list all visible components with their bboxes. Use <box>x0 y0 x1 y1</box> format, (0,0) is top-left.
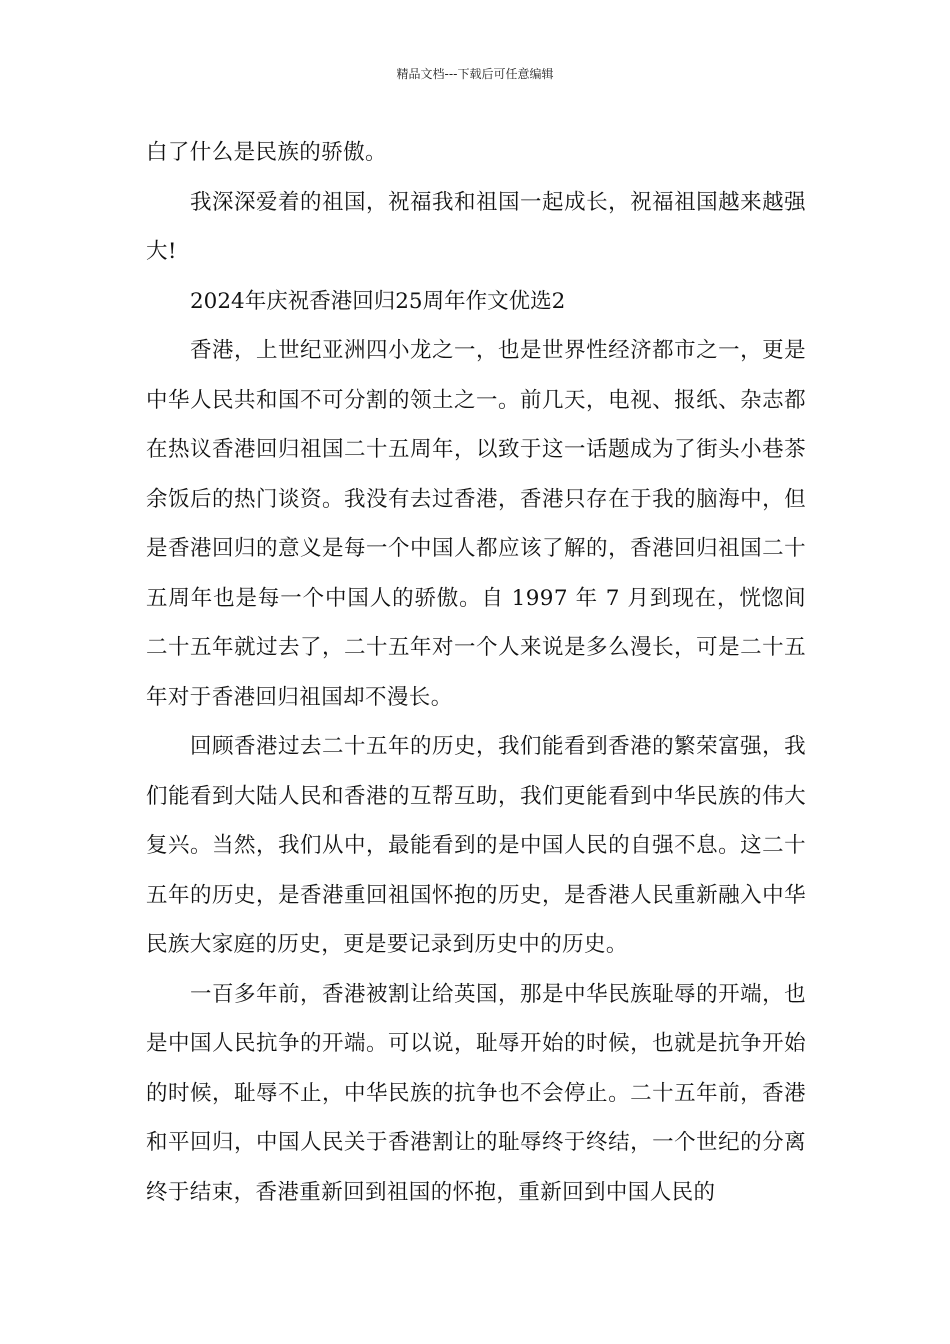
essay-title: 2024年庆祝香港回归25周年作文优选2 <box>190 288 566 314</box>
paragraph-hongkong-intro: 香港，上世纪亚洲四小龙之一，也是世界性经济都市之一，更是中华人民共和国不可分割的领土之一。前几天，电视、报纸、杂志都在热议香港回归祖国二十五周年，以致于这一话题成为了街头小巷茶余饭后的热门谈资。我没有去过香港，香港只存在于我的脑海中，但是香港回归的意义是每一个中国人都应该了解的，香港回归祖国二十五周年也是每一个中国人的骄傲。自 1997 年 7 月到现在，恍惚间二十五年就过去了，二十五年对一个人来说是多么漫长，可是二十五年对于香港回归祖国却不漫长。 <box>146 338 806 710</box>
paragraph-history-review: 回顾香港过去二十五年的历史，我们能看到香港的繁荣富强，我们能看到大陆人民和香港的互帮互助，我们更能看到中华民族的伟大复兴。当然，我们从中，最能看到的是中国人民的自强不息。这二十五年的历史，是香港重回祖国怀抱的历史，是香港人民重新融入中华民族大家庭的历史，更是要记录到历史中的历史。 <box>146 734 806 957</box>
page-header: 精品文档---下载后可任意编辑 <box>396 67 554 81</box>
paragraph-continuation: 白了什么是民族的骄傲。 <box>146 140 387 165</box>
paragraph-century-ago: 一百多年前，香港被割让给英国，那是中华民族耻辱的开端，也是中国人民抗争的开端。可以说，耻辱开始的时候，也就是抗争开始的时候，耻辱不止，中华民族的抗争也不会停止。二十五年前，香港和平回归，中国人民关于香港割让的耻辱终于终结，一个世纪的分离终于结束，香港重新回到祖国的怀抱，重新回到中国人民的 <box>146 981 806 1205</box>
paragraph-blessing: 我深深爱着的祖国，祝福我和祖国一起成长，祝福祖国越来越强大! <box>146 189 806 264</box>
document-body <box>146 128 806 1217</box>
